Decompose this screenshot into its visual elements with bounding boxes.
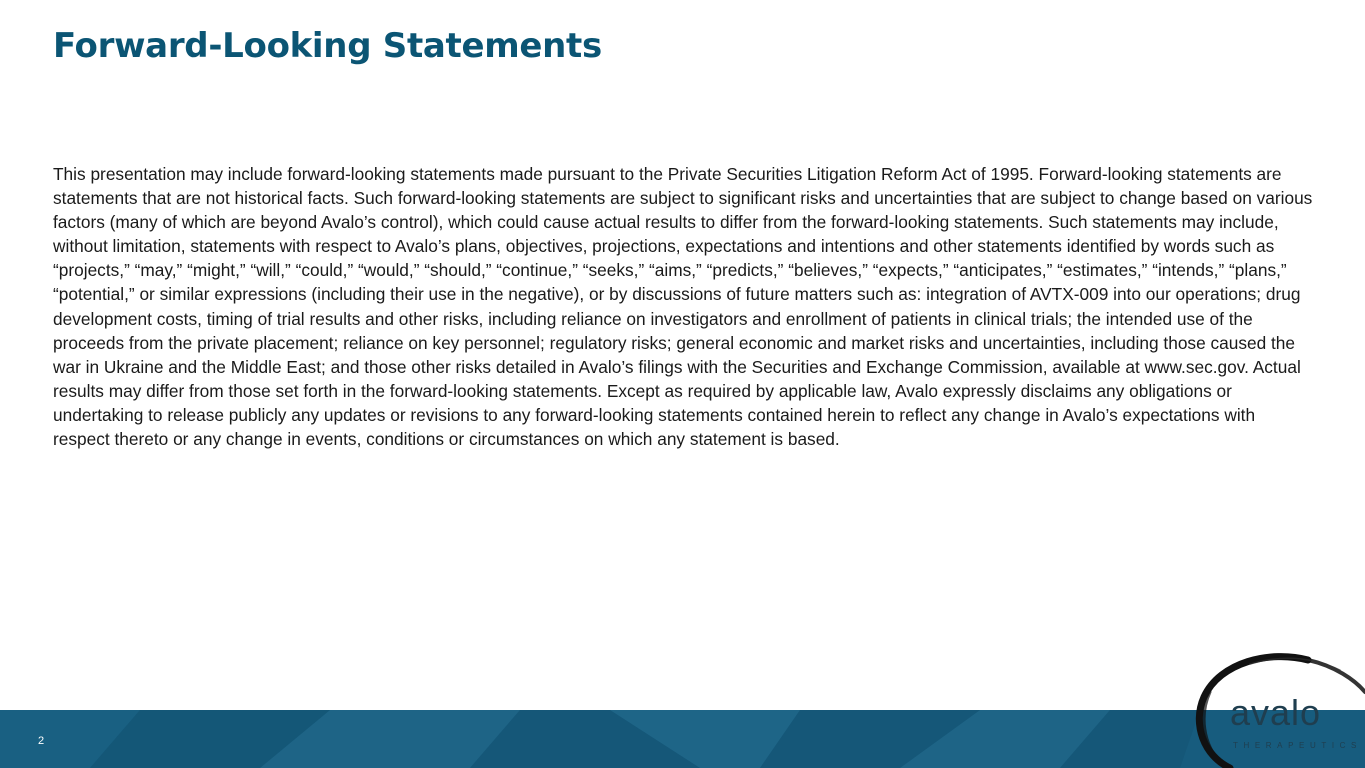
disclaimer-paragraph: This presentation may include forward-looking statements made pursuant to the Private Securities Litigation Reform Act of 1995. Forward-looking statements are statements that are not historical facts. Such forward-looking statements are subject to significant risks and uncertainties that are subject to change based on various factors (many of which are beyond Avalo’s control), which could cause actual results to differ from the forward-looking statements. Such statements may include, without limitation, statements with respect to Avalo’s plans, objectives, projections, expectations and intentions and other statements identified by words such as “projects,” “may,” “might,” “will,” “could,” “would,” “should,” “continue,” “seeks,” “aims,” “predicts,” “believes,” “expects,” “anticipates,” “estimates,” “intends,” “plans,” “potential,” or similar expressions (including their use in the negative), or by discussions of future matters such as: integration of AVTX-009 into our operations; drug development costs, timing of trial results and other risks, including reliance on investigators and enrollment of patients in clinical trials; the intended use of the proceeds from the private placement; reliance on key personnel; regulatory risks; general economic and market risks and uncertainties, including those caused the war in Ukraine and the Middle East; and those other risks detailed in Avalo’s filings with the Securities and Exchange Commission, available at www.sec.gov. Actual results may differ from those set forth in the forward-looking statements. Except as required by applicable law, Avalo expressly disclaims any obligations or undertaking to release publicly any updates or revisions to any forward-looking statements contained herein to reflect any change in Avalo’s expectations with respect thereto or any change in events, conditions or circumstances on which any statement is based.: [53, 164, 1313, 450]
logo-tagline: THERAPEUTICS: [1233, 741, 1362, 750]
slide-title: Forward-Looking Statements: [53, 26, 602, 66]
logo-wordmark: avalo: [1230, 692, 1322, 733]
footer-band: [0, 710, 1365, 768]
avalo-logo: [1190, 652, 1365, 768]
page-number: 2: [38, 735, 45, 747]
footer-facets: [0, 710, 1365, 768]
